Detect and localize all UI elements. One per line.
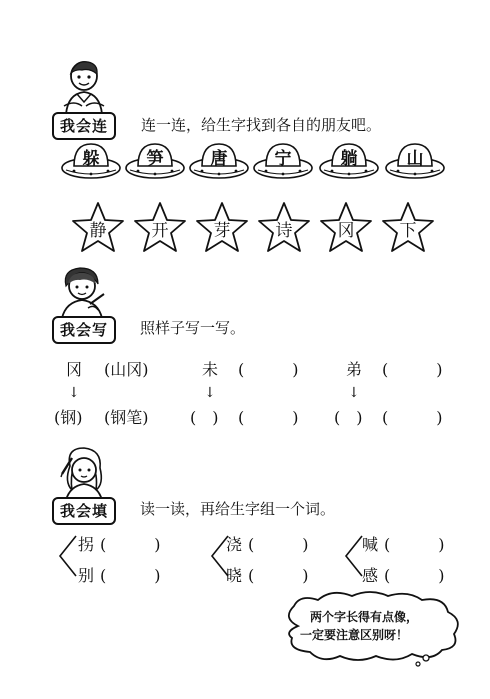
- pair2-char-a: 浇: [226, 535, 243, 554]
- answer-blank-di-top[interactable]: ( ): [382, 360, 443, 379]
- question-char-di: 弟: [346, 360, 363, 379]
- arrow-icon: ↓: [204, 385, 216, 401]
- answer-blank-wei-top[interactable]: ( ): [238, 360, 299, 379]
- question-char-wei: 未: [202, 360, 219, 379]
- pair3-char-a: 喊: [362, 535, 379, 554]
- svg-text:芽: 芽: [213, 221, 231, 241]
- instruction-connect: 连一连，给生字找到各自的朋友吧。: [141, 116, 382, 134]
- example-word-pen: (钢笔): [104, 408, 149, 427]
- pair2-char-b: 晓: [226, 566, 243, 585]
- badge-write: 我会写: [52, 316, 116, 344]
- answer-blank-wei-word[interactable]: ( ): [238, 408, 299, 427]
- example-char-gang: 冈: [66, 360, 83, 379]
- pair1-blank-a[interactable]: ( ): [100, 535, 161, 554]
- pair3-blank-b[interactable]: ( ): [384, 566, 445, 585]
- svg-text:唐: 唐: [210, 149, 228, 169]
- answer-blank-di-char[interactable]: ( ): [334, 408, 363, 427]
- arrow-icon: ↓: [68, 385, 80, 401]
- badge-connect: 我会连: [52, 112, 116, 140]
- svg-text:笋: 笋: [146, 149, 164, 169]
- svg-text:躲: 躲: [82, 149, 100, 169]
- svg-text:躺: 躺: [340, 149, 358, 169]
- pair1-char-a: 拐: [78, 535, 95, 554]
- badge-fill: 我会填: [52, 497, 116, 525]
- svg-text:静: 静: [89, 221, 107, 241]
- instruction-fill: 读一读，再给生字组一个词。: [140, 500, 336, 518]
- speech-line-1: 两个字长得有点像，: [310, 610, 419, 624]
- pair1-blank-b[interactable]: ( ): [100, 566, 161, 585]
- pair1-char-b: 别: [78, 566, 95, 585]
- example-word-shangang: (山冈): [104, 360, 149, 379]
- pair3-blank-a[interactable]: ( ): [384, 535, 445, 554]
- pair2-blank-b[interactable]: ( ): [248, 566, 309, 585]
- svg-text:诗: 诗: [275, 221, 293, 241]
- svg-text:宁: 宁: [274, 149, 292, 169]
- example-char-steel: (钢): [54, 408, 83, 427]
- speech-line-2: 一定要注意区别呀！: [300, 628, 409, 642]
- svg-text:下: 下: [399, 221, 417, 241]
- svg-text:开: 开: [151, 221, 169, 241]
- pair2-blank-a[interactable]: ( ): [248, 535, 309, 554]
- instruction-write: 照样子写一写。: [140, 319, 246, 337]
- answer-blank-wei-char[interactable]: ( ): [190, 408, 219, 427]
- svg-text:山: 山: [406, 149, 424, 169]
- svg-text:冈: 冈: [337, 221, 355, 241]
- arrow-icon: ↓: [348, 385, 360, 401]
- answer-blank-di-word[interactable]: ( ): [382, 408, 443, 427]
- pair3-char-b: 感: [362, 566, 379, 585]
